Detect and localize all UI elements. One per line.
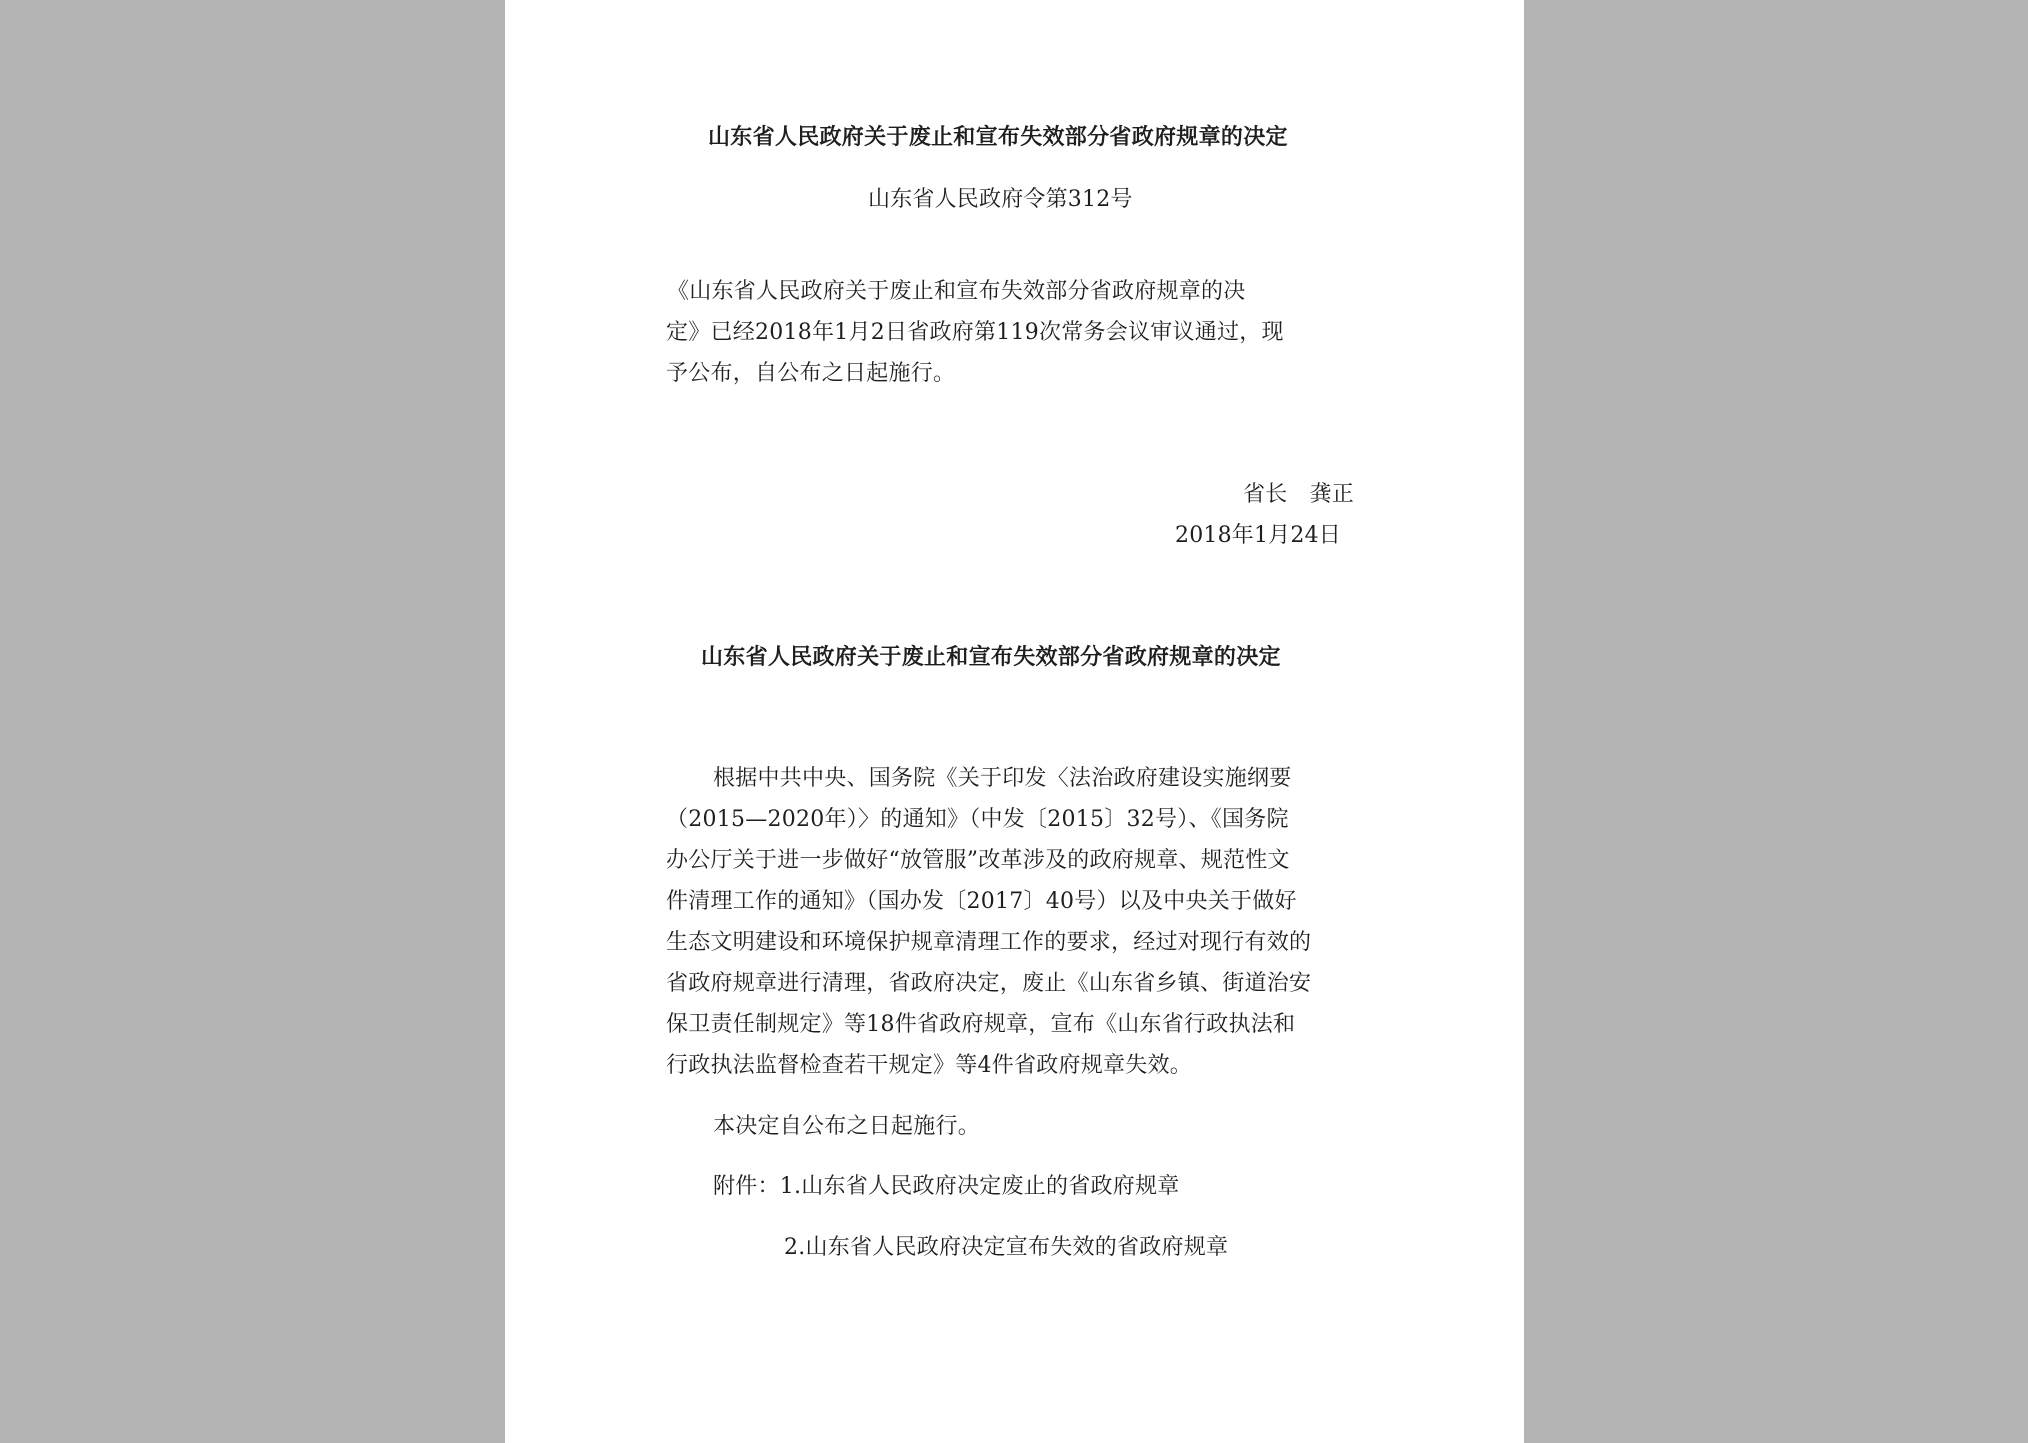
body-line: 件清理工作的通知》（国办发〔2017〕40号）以及中央关于做好 [666, 889, 1297, 914]
body-line: 省政府规章进行清理，省政府决定，废止《山东省乡镇、街道治安 [666, 971, 1312, 996]
attachment-item: 附件：1.山东省人民政府决定废止的省政府规章 [713, 1174, 1180, 1199]
signature-date: 2018年1月24日 [1175, 523, 1341, 548]
body-line: 保卫责任制规定》等18件省政府规章，宣布《山东省行政执法和 [666, 1012, 1296, 1037]
body-line: 根据中共中央、国务院《关于印发〈法治政府建设实施纲要 [713, 766, 1292, 791]
preamble-line: 予公布，自公布之日起施行。 [666, 361, 956, 386]
document-title: 山东省人民政府关于废止和宣布失效部分省政府规章的决定 [708, 124, 1288, 150]
preamble-line: 定》已经2018年1月2日省政府第119次常务会议审议通过，现 [666, 320, 1284, 345]
preamble-line: 《山东省人民政府关于废止和宣布失效部分省政府规章的决 [667, 279, 1246, 304]
signature-title-name: 省长 龚正 [1243, 482, 1355, 507]
body-line: （2015—2020年）〉的通知》（中发〔2015〕32号）、《国务院 [666, 807, 1289, 832]
decision-title: 山东省人民政府关于废止和宣布失效部分省政府规章的决定 [701, 644, 1281, 670]
attachment-item: 2.山东省人民政府决定宣布失效的省政府规章 [784, 1235, 1229, 1260]
order-number: 山东省人民政府令第312号 [868, 187, 1133, 212]
body-line: 生态文明建设和环境保护规章清理工作的要求，经过对现行有效的 [666, 930, 1312, 955]
body-line: 行政执法监督检查若干规定》等4件省政府规章失效。 [666, 1053, 1192, 1078]
document-page [505, 0, 1524, 1443]
effective-line: 本决定自公布之日起施行。 [713, 1114, 981, 1139]
body-line: 办公厅关于进一步做好“放管服”改革涉及的政府规章、规范性文 [666, 848, 1290, 873]
